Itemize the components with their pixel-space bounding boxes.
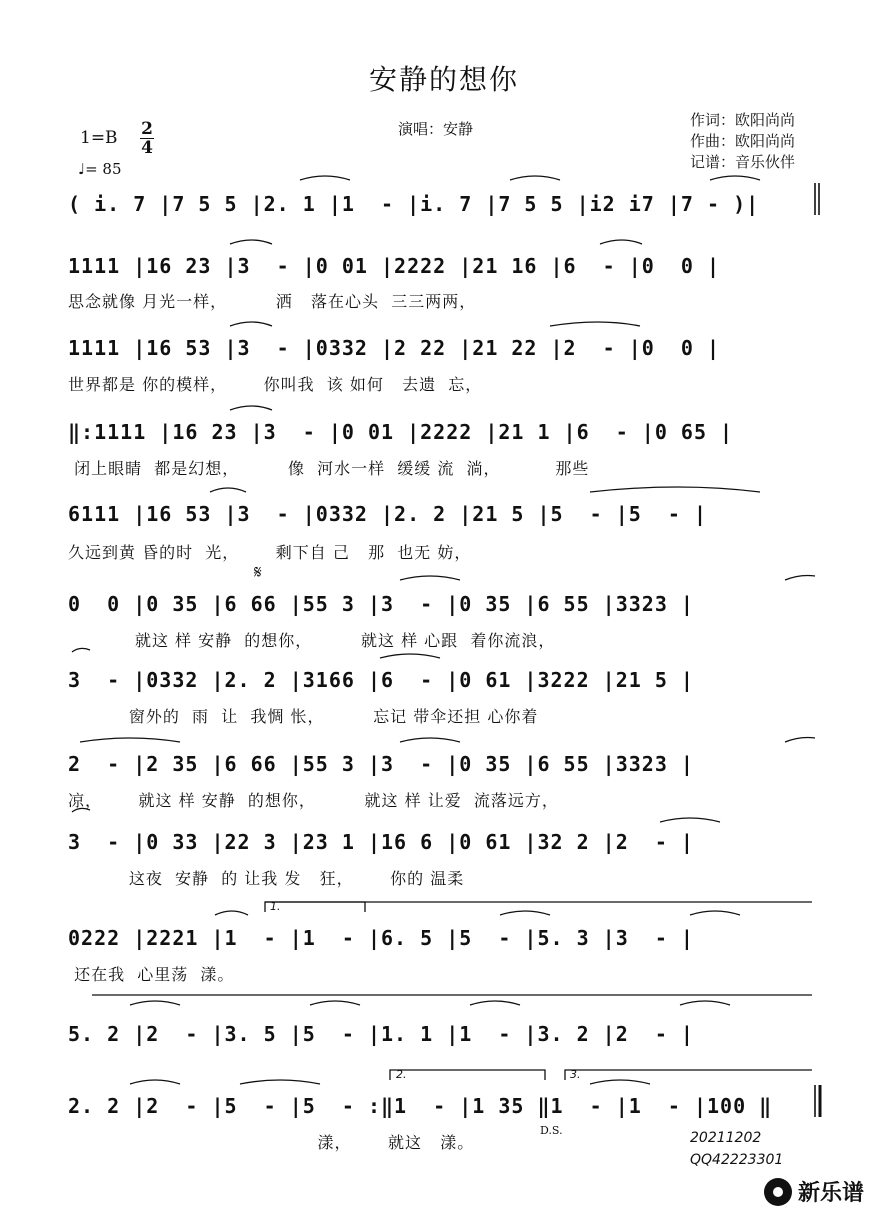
date-stamp: 20211202 — [690, 1130, 762, 1146]
notation-row-4: ‖:1111 |16 23 |3 - |0 01 |2222 |21 1 |6 - |0 65 | — [68, 420, 734, 444]
notation-row-5: 6111 |16 53 |3 - |0332 |2. 2 |21 5 |5 - |5 - | — [68, 502, 708, 526]
notation-row-8: 2 - |2 35 |6 66 |55 3 |3 - |0 35 |6 55 |3323 | — [68, 752, 694, 776]
lyricist: 作词：欧阳尚尚 — [690, 111, 796, 129]
singer: 演唱：安静 — [398, 120, 474, 138]
key-signature: 1=B — [80, 128, 118, 148]
notation-row-1: ( i. 7 |7 5 5 |2. 1 |1 - |i. 7 |7 5 5 |i2 i7 |7 - )| — [68, 192, 760, 216]
segno-mark: 𝄋 — [254, 562, 262, 583]
volta-third: 3. — [570, 1068, 581, 1081]
notation-row-9: 3 - |0 33 |22 3 |23 1 |16 6 |0 61 |32 2 |2 - | — [68, 830, 694, 854]
time-signature-top: 2 — [141, 119, 153, 139]
composer: 作曲：欧阳尚尚 — [690, 132, 796, 150]
notation-row-7: 3 - |0332 |2. 2 |3166 |6 - |0 61 |3222 |21 5 | — [68, 668, 694, 692]
lyrics-row-12: 漾， 就这 漾。 — [68, 1133, 475, 1152]
qq-number: QQ42223301 — [690, 1152, 784, 1168]
notation-row-3: 1111 |16 53 |3 - |0332 |2 22 |21 22 |2 - |0 0 | — [68, 336, 721, 360]
ds-mark: D.S. — [540, 1124, 563, 1137]
notation-row-10: 0222 |2221 |1 - |1 - |6. 5 |5 - |5. 3 |3 - | — [68, 926, 694, 950]
volta-first: 1. — [270, 900, 281, 913]
volta-second: 2. — [396, 1068, 407, 1081]
notation-row-12: 2. 2 |2 - |5 - |5 - :‖1 - |1 35 ‖1 - |1 - |100 ‖ — [68, 1094, 773, 1118]
credits — [690, 110, 795, 173]
lyrics-row-10: 还在我 心里荡 漾。 — [68, 965, 235, 984]
disc-icon — [764, 1178, 792, 1206]
lyrics-row-6: 就这 样 安静 的想你， 就这 样 心跟 着你流浪， — [68, 631, 556, 650]
tempo-mark: ♩= 85 — [78, 160, 122, 178]
notation-row-2: 1111 |16 23 |3 - |0 01 |2222 |21 16 |6 - |0 0 | — [68, 254, 721, 278]
notation-row-11: 5. 2 |2 - |3. 5 |5 - |1. 1 |1 - |3. 2 |2 - | — [68, 1022, 694, 1046]
time-signature-bottom: 4 — [141, 138, 153, 158]
song-title: 安静的想你 — [368, 63, 519, 96]
logo — [764, 1176, 864, 1207]
lyrics-row-2: 思念就像 月光一样， 洒 落在心头 三三两两， — [68, 292, 477, 311]
lyrics-row-9: 这夜 安静 的 让我 发 狂， 你的 温柔 — [68, 869, 465, 888]
lyrics-row-5: 久远到黄 昏的时 光， 剩下自 己 那 也无 妨， — [68, 543, 472, 562]
logo-text: 新乐谱 — [798, 1181, 865, 1206]
lyrics-row-3: 世界都是 你的模样， 你叫我 该 如何 去遗 忘， — [68, 375, 483, 394]
time-signature — [140, 120, 154, 157]
lyrics-row-7: 窗外的 雨 让 我惆 怅， 忘记 带伞还担 心你着 — [68, 707, 539, 726]
transcriber: 记谱：音乐伙伴 — [690, 153, 796, 171]
lyrics-row-8: 凉， 就这 样 安静 的想你， 就这 样 让爱 流落远方， — [68, 791, 559, 810]
notation-row-6: 0 0 |0 35 |6 66 |55 3 |3 - |0 35 |6 55 |3323 | — [68, 592, 694, 616]
lyrics-row-4: 闭上眼睛 都是幻想， 像 河水一样 缓缓 流 淌， 那些 — [68, 459, 590, 478]
